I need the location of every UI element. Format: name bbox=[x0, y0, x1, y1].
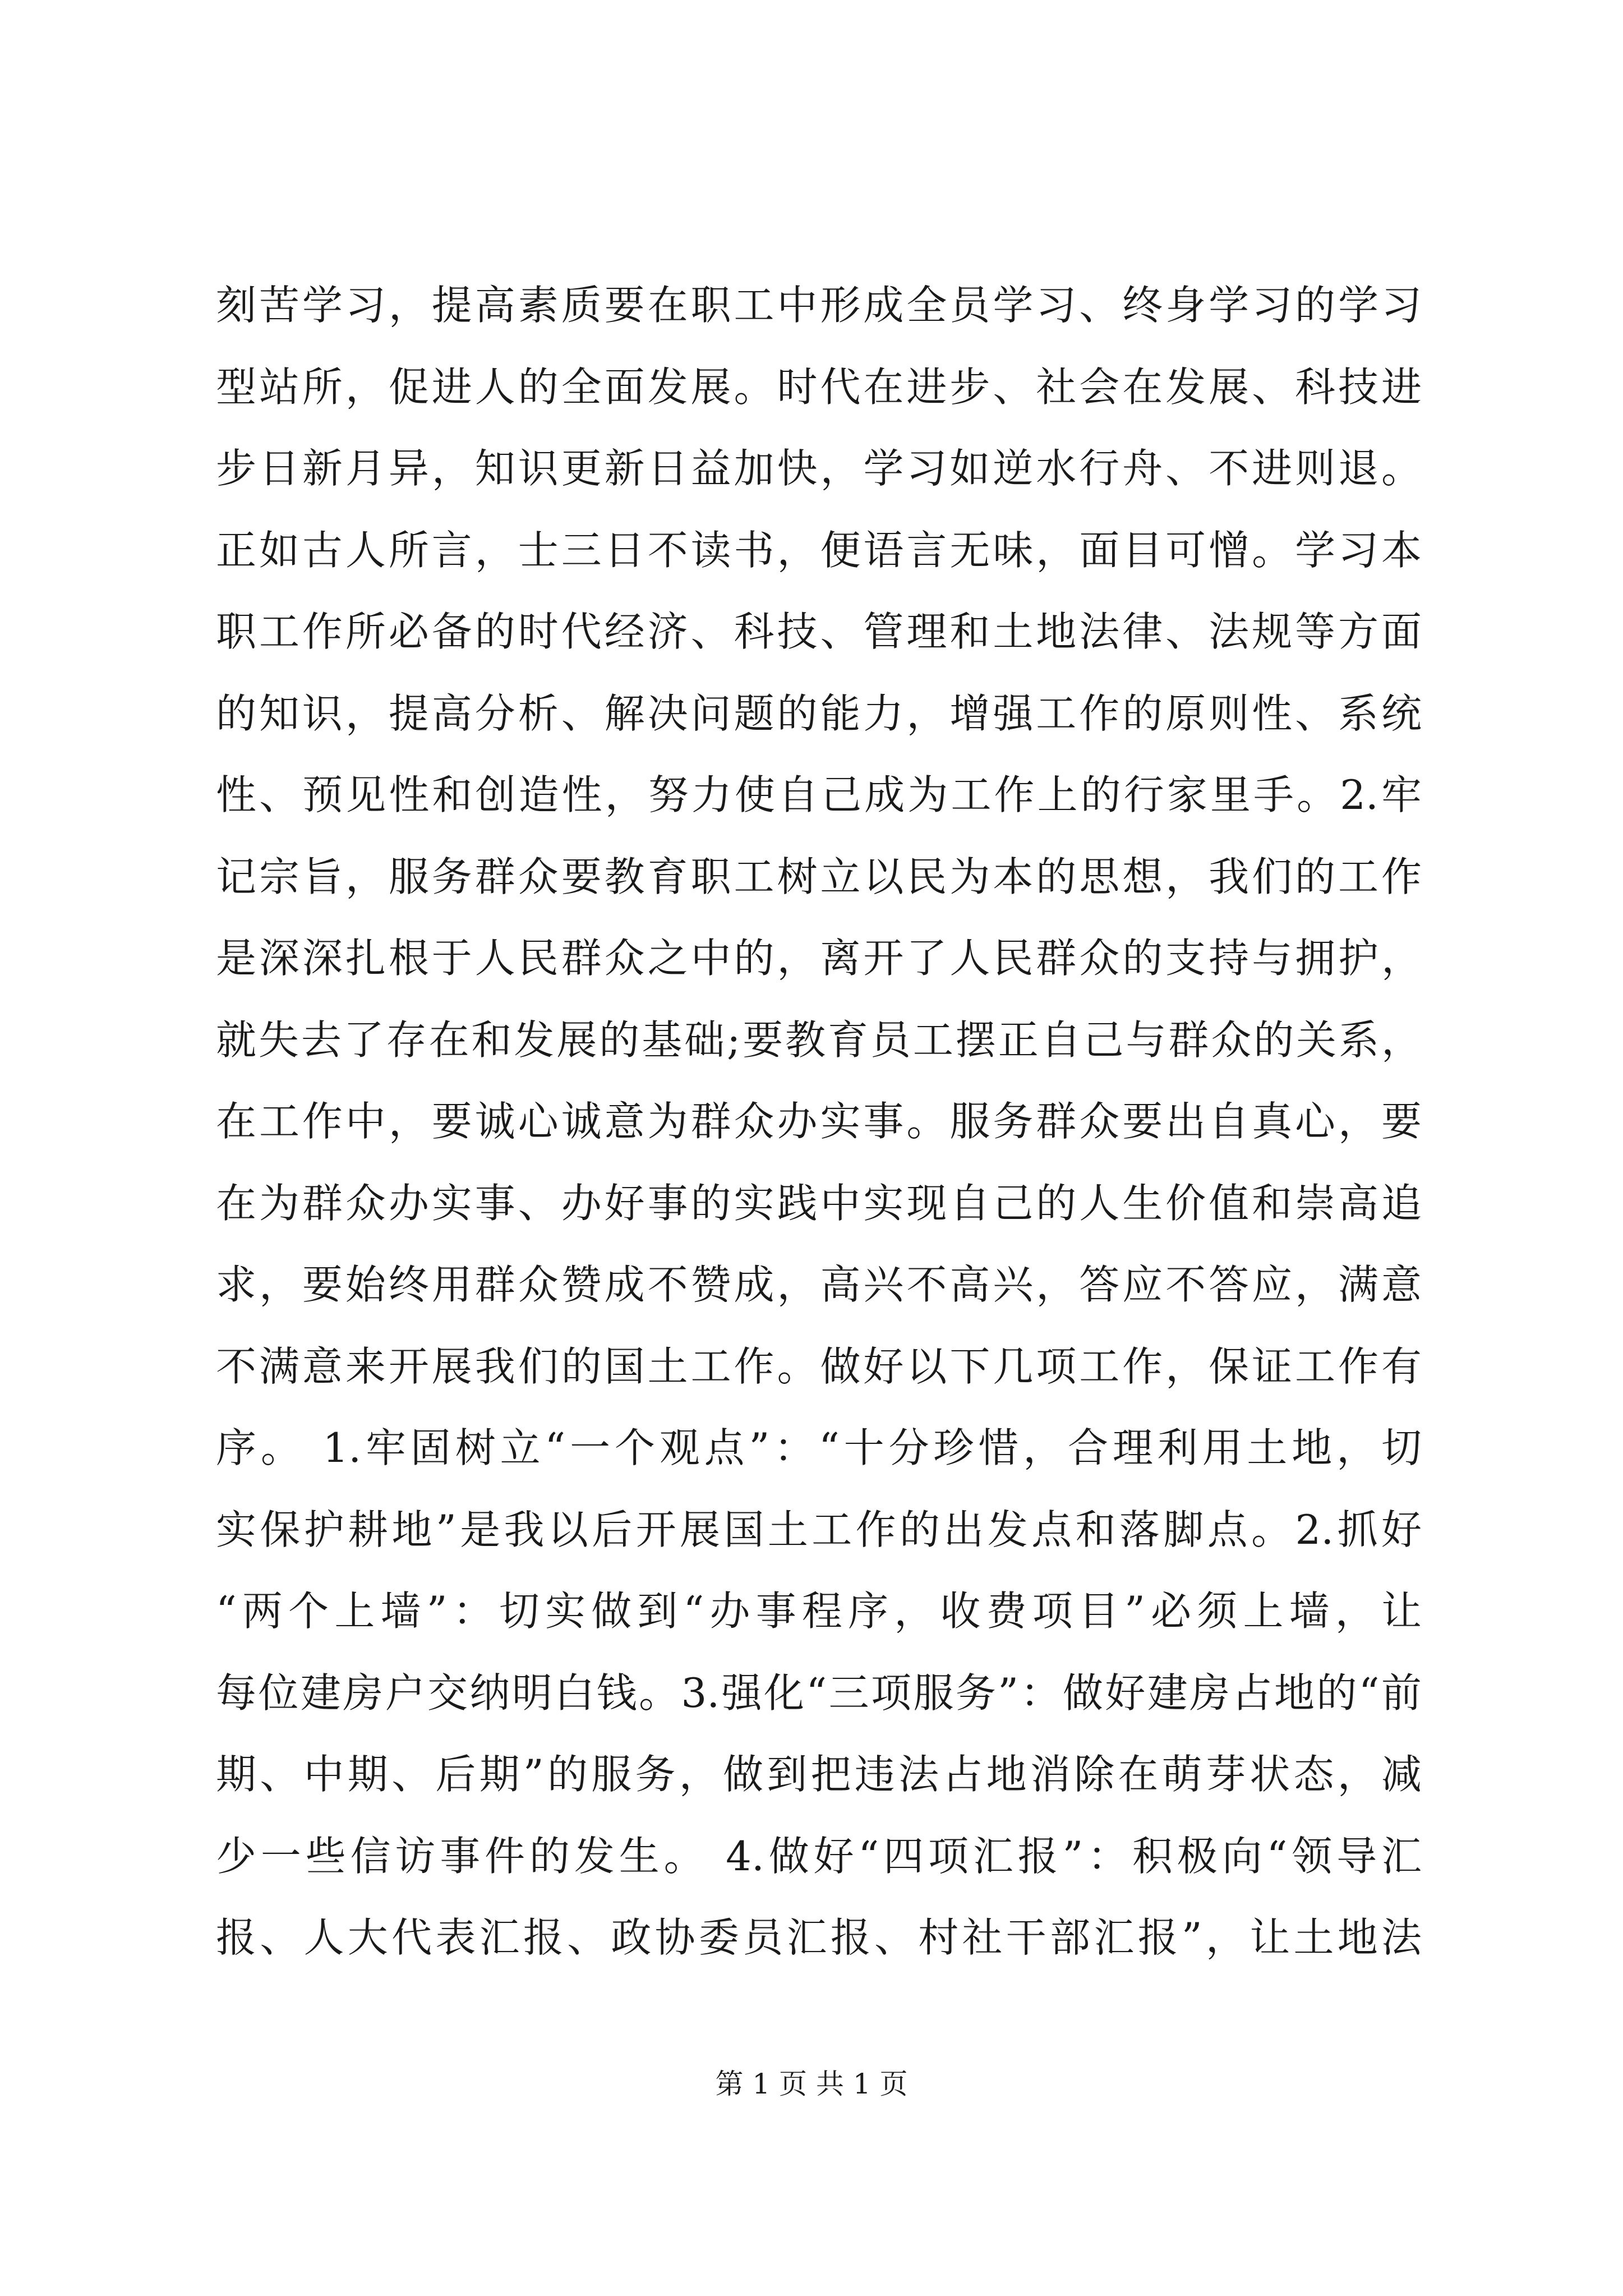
text-line: 就失去了存在和发展的基础;要教育员工摆正自己与群众的关系， bbox=[216, 1016, 1422, 1064]
text-line: 期、中期、后期”的服务，做到把违法占地消除在萌芽状态，减 bbox=[216, 1751, 1422, 1798]
text-line: 记宗旨，服务群众要教育职工树立以民为本的思想，我们的工作 bbox=[216, 853, 1422, 900]
text-line: 性、预见性和创造性，努力使自己成为工作上的行家里手。2.牢 bbox=[216, 771, 1422, 818]
text-line: 在工作中，要诚心诚意为群众办实事。服务群众要出自真心，要 bbox=[216, 1098, 1422, 1145]
text-line: 正如古人所言，士三日不读书，便语言无味，面目可憎。学习本 bbox=[216, 526, 1422, 574]
text-line: 不满意来开展我们的国土工作。做好以下几项工作，保证工作有 bbox=[216, 1342, 1422, 1390]
page-footer: 第 1 页 共 1 页 bbox=[715, 2068, 908, 2100]
text-line: 步日新月异，知识更新日益加快，学习如逆水行舟、不进则退。 bbox=[216, 445, 1422, 492]
text-line: 型站所，促进人的全面发展。时代在进步、社会在发展、科技进 bbox=[216, 363, 1422, 411]
text-line: 求，要始终用群众赞成不赞成，高兴不高兴，答应不答应，满意 bbox=[216, 1261, 1422, 1308]
body-text bbox=[216, 265, 1422, 1979]
text-line: 的知识，提高分析、解决问题的能力，增强工作的原则性、系统 bbox=[216, 689, 1422, 737]
text-line: 是深深扎根于人民群众之中的，离开了人民群众的支持与拥护， bbox=[216, 935, 1422, 982]
text-line: 每位建房户交纳明白钱。3.强化“三项服务”：做好建房占地的“前 bbox=[216, 1669, 1422, 1717]
text-line: 报、人大代表汇报、政协委员汇报、村社干部汇报”，让土地法 bbox=[216, 1914, 1422, 1961]
text-line: 刻苦学习，提高素质要在职工中形成全员学习、终身学习的学习 bbox=[216, 282, 1422, 329]
text-line: 在为群众办实事、办好事的实践中实现自己的人生价值和崇高追 bbox=[216, 1179, 1422, 1227]
text-line: 职工作所必备的时代经济、科技、管理和土地法律、法规等方面 bbox=[216, 608, 1422, 655]
text-line: “两个上墙”：切实做到“办事程序，收费项目”必须上墙，让 bbox=[216, 1588, 1422, 1635]
text-line: 少一些信访事件的发生。 4.做好“四项汇报”：积极向“领导汇 bbox=[216, 1832, 1422, 1880]
text-line: 实保护耕地”是我以后开展国土工作的出发点和落脚点。2.抓好 bbox=[216, 1506, 1422, 1553]
text-line: 序。 1.牢固树立“一个观点”：“十分珍惜，合理利用土地，切 bbox=[216, 1424, 1422, 1471]
